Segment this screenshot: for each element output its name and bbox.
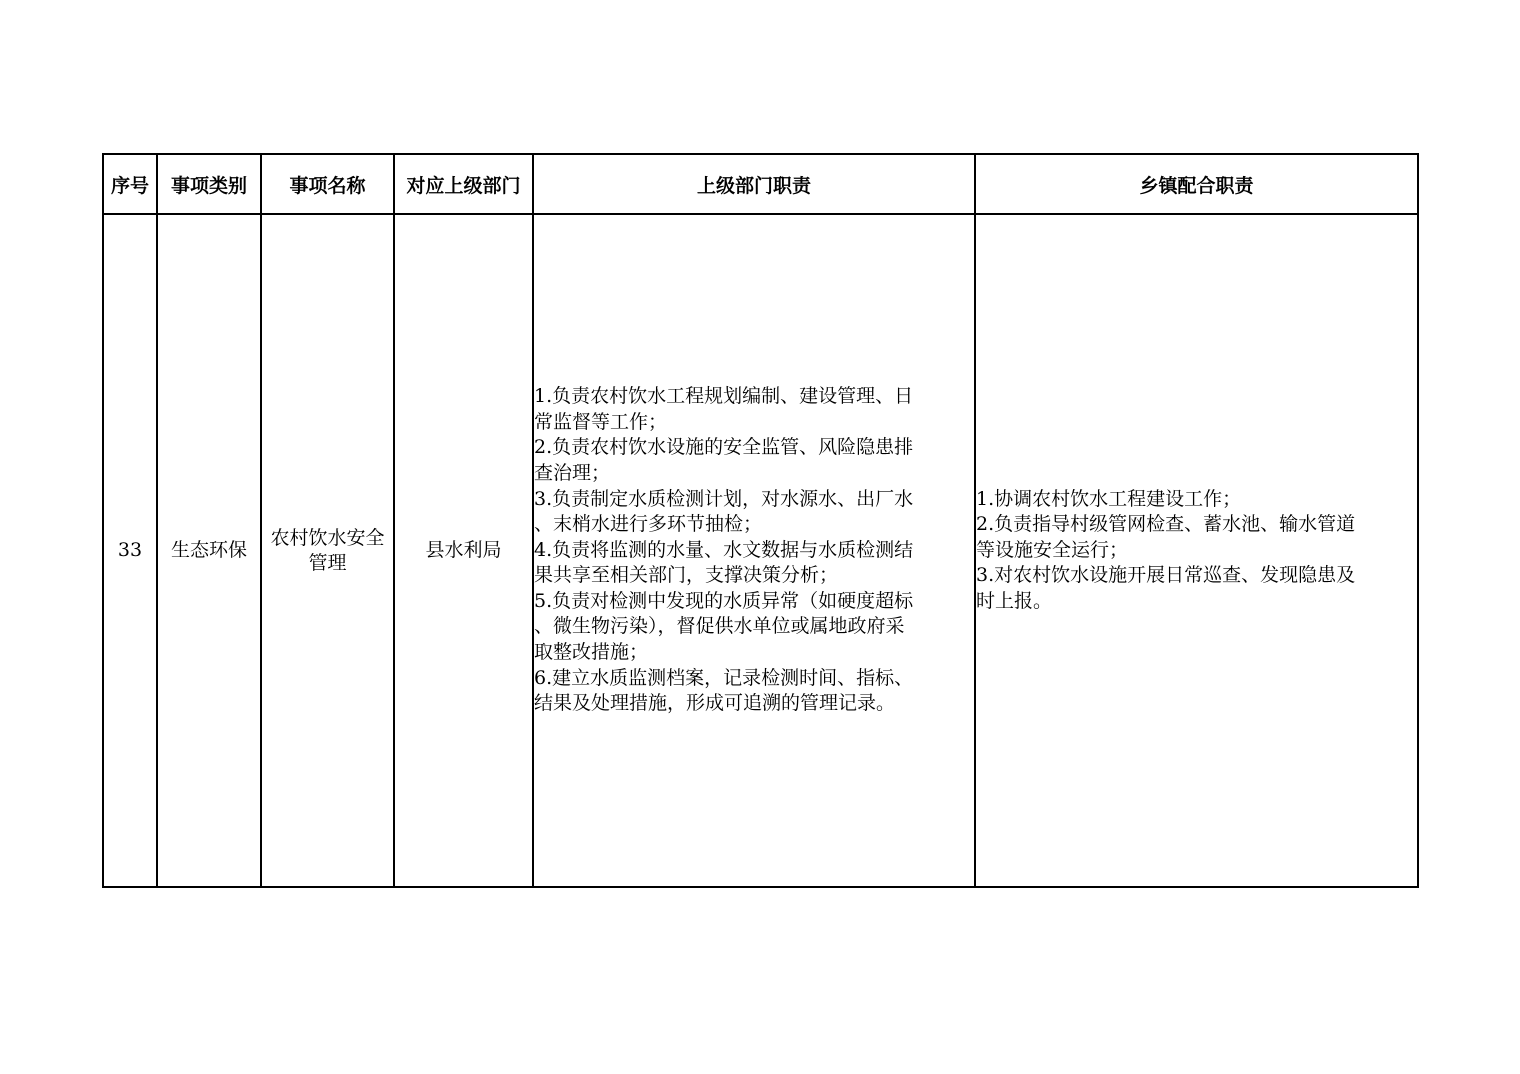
header-seq: 序号: [103, 154, 157, 214]
upper-duty-line: 果共享至相关部门，支撑决策分析；: [534, 564, 839, 587]
cell-category: 生态环保: [157, 214, 261, 887]
town-duty-line: 1.协调农村饮水工程建设工作；: [976, 487, 1242, 510]
upper-duty-line: 1.负责农村饮水工程规划编制、建设管理、日: [534, 385, 914, 408]
cell-dept: 县水利局: [394, 214, 533, 887]
town-duty-line: 2.负责指导村级管网检查、蓄水池、输水管道: [976, 513, 1356, 536]
upper-duty-line: 、末梢水进行多环节抽检；: [534, 513, 763, 536]
header-row: [103, 154, 1418, 214]
upper-duty-line: 、微生物污染），督促供水单位或属地政府采: [534, 615, 905, 638]
header-upper-duty: 上级部门职责: [533, 154, 975, 214]
header-category: 事项类别: [157, 154, 261, 214]
header-name: 事项名称: [261, 154, 394, 214]
name-line: 农村饮水安全: [270, 526, 385, 549]
upper-duty-line: 2.负责农村饮水设施的安全监管、风险隐患排: [534, 436, 914, 459]
town-duty-line: 时上报。: [976, 589, 1053, 612]
upper-duty-line: 结果及处理措施，形成可追溯的管理记录。: [534, 692, 896, 715]
upper-duty-line: 常监督等工作；: [534, 410, 668, 433]
cell-seq: 33: [103, 214, 157, 887]
name-line: 管理: [308, 551, 347, 574]
header-dept: 对应上级部门: [394, 154, 533, 214]
header-town-duty: 乡镇配合职责: [975, 154, 1418, 214]
town-duty-line: 3.对农村饮水设施开展日常巡查、发现隐患及: [976, 564, 1356, 587]
town-duty-line: 等设施安全运行；: [976, 538, 1129, 561]
upper-duty-line: 6.建立水质监测档案，记录检测时间、指标、: [534, 666, 914, 689]
upper-duty-line: 5.负责对检测中发现的水质异常（如硬度超标: [534, 589, 914, 612]
duty-table: [102, 153, 1419, 888]
table-row: [103, 214, 1418, 887]
cell-name: [261, 214, 394, 887]
upper-duty-line: 查治理；: [534, 461, 611, 484]
upper-duty-line: 取整改措施；: [534, 641, 649, 664]
upper-duty-line: 3.负责制定水质检测计划，对水源水、出厂水: [534, 487, 914, 510]
cell-upper-duty: [533, 214, 975, 887]
cell-town-duty: [975, 214, 1418, 887]
upper-duty-line: 4.负责将监测的水量、水文数据与水质检测结: [534, 538, 914, 561]
